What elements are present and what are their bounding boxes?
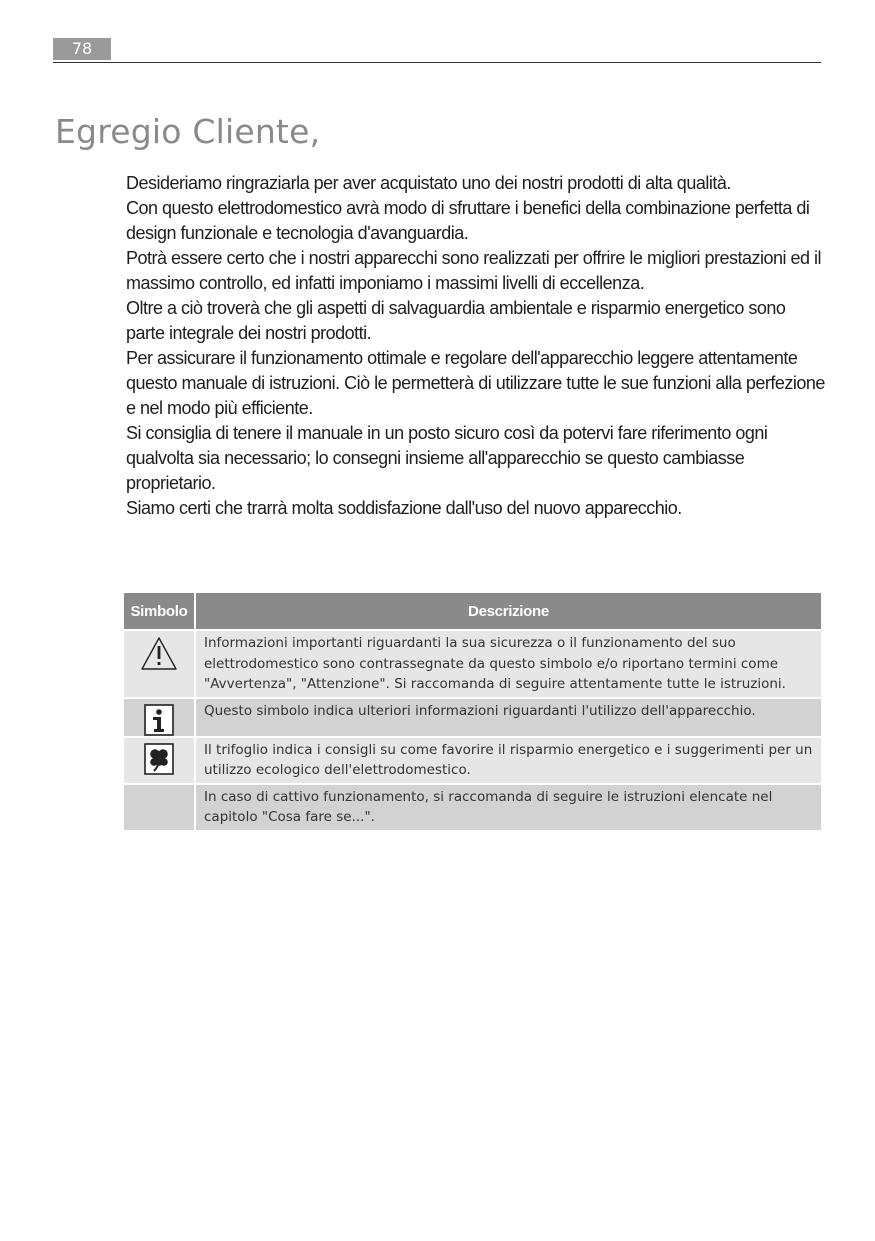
- intro-paragraph: Potrà essere certo che i nostri apparecchi sono realizzati per offrire le migliori prestazioni ed il massimo controllo, ed infatti imponiamo i massimi livelli di eccellenza.: [126, 248, 822, 293]
- header-rule: [53, 62, 821, 63]
- table-row: [124, 737, 821, 784]
- page-title: Egregio Cliente,: [55, 112, 321, 151]
- intro-paragraph: Siamo certi che trarrà molta soddisfazione dall'uso del nuovo apparecchio.: [126, 498, 682, 518]
- symbol-legend-table: [124, 593, 821, 830]
- description-cell: Il trifoglio indica i consigli su come favorire il risparmio energetico e i suggerimenti per un utilizzo ecologico dell'elettrodomestico.: [195, 737, 821, 784]
- trefoil-leaf-icon: [144, 743, 174, 775]
- warning-triangle-icon: [140, 636, 178, 672]
- table-header-row: [124, 593, 821, 630]
- intro-paragraph: Con questo elettrodomestico avrà modo di sfruttare i benefici della combinazione perfetta di design funzionale e tecnologia d'avanguardia.: [126, 198, 810, 243]
- table-row: [124, 630, 821, 698]
- intro-text: [126, 171, 826, 521]
- column-header-symbol: Simbolo: [124, 593, 195, 630]
- info-icon: [144, 704, 174, 736]
- description-cell: Questo simbolo indica ulteriori informazioni riguardanti l'utilizzo dell'apparecchio.: [195, 698, 821, 737]
- intro-paragraph: Desideriamo ringraziarla per aver acquistato uno dei nostri prodotti di alta qualità.: [126, 173, 731, 193]
- symbol-cell: [124, 784, 195, 830]
- symbol-cell: [124, 630, 195, 698]
- description-cell: In caso di cattivo funzionamento, si raccomanda di seguire le istruzioni elencate nel capitolo "Cosa fare se...".: [195, 784, 821, 830]
- column-header-description: Descrizione: [195, 593, 821, 630]
- intro-paragraph: Per assicurare il funzionamento ottimale e regolare dell'apparecchio leggere attentamente questo manuale di istruzioni. Ciò le permetterà di utilizzare tutte le sue funzioni alla perfezione e nel modo più efficiente.: [126, 348, 825, 418]
- intro-paragraph: Oltre a ciò troverà che gli aspetti di salvaguardia ambientale e risparmio energetico sono parte integrale dei nostri prodotti.: [126, 298, 786, 343]
- table-row: [124, 698, 821, 737]
- intro-paragraph: Si consiglia di tenere il manuale in un posto sicuro così da potervi fare riferimento ogni qualvolta sia necessario; lo consegni insieme all'apparecchio se questo cambiasse proprietario.: [126, 423, 768, 493]
- symbol-cell: [124, 737, 195, 784]
- symbol-cell: [124, 698, 195, 737]
- page-number: 78: [53, 38, 111, 60]
- description-cell: Informazioni importanti riguardanti la sua sicurezza o il funzionamento del suo elettrodomestico sono contrassegnate da questo simbolo e/o riportano termini come "Avvertenza", "Attenzione". Si raccomanda di seguire attentamente tutte le istruzioni.: [195, 630, 821, 698]
- table-row: [124, 784, 821, 830]
